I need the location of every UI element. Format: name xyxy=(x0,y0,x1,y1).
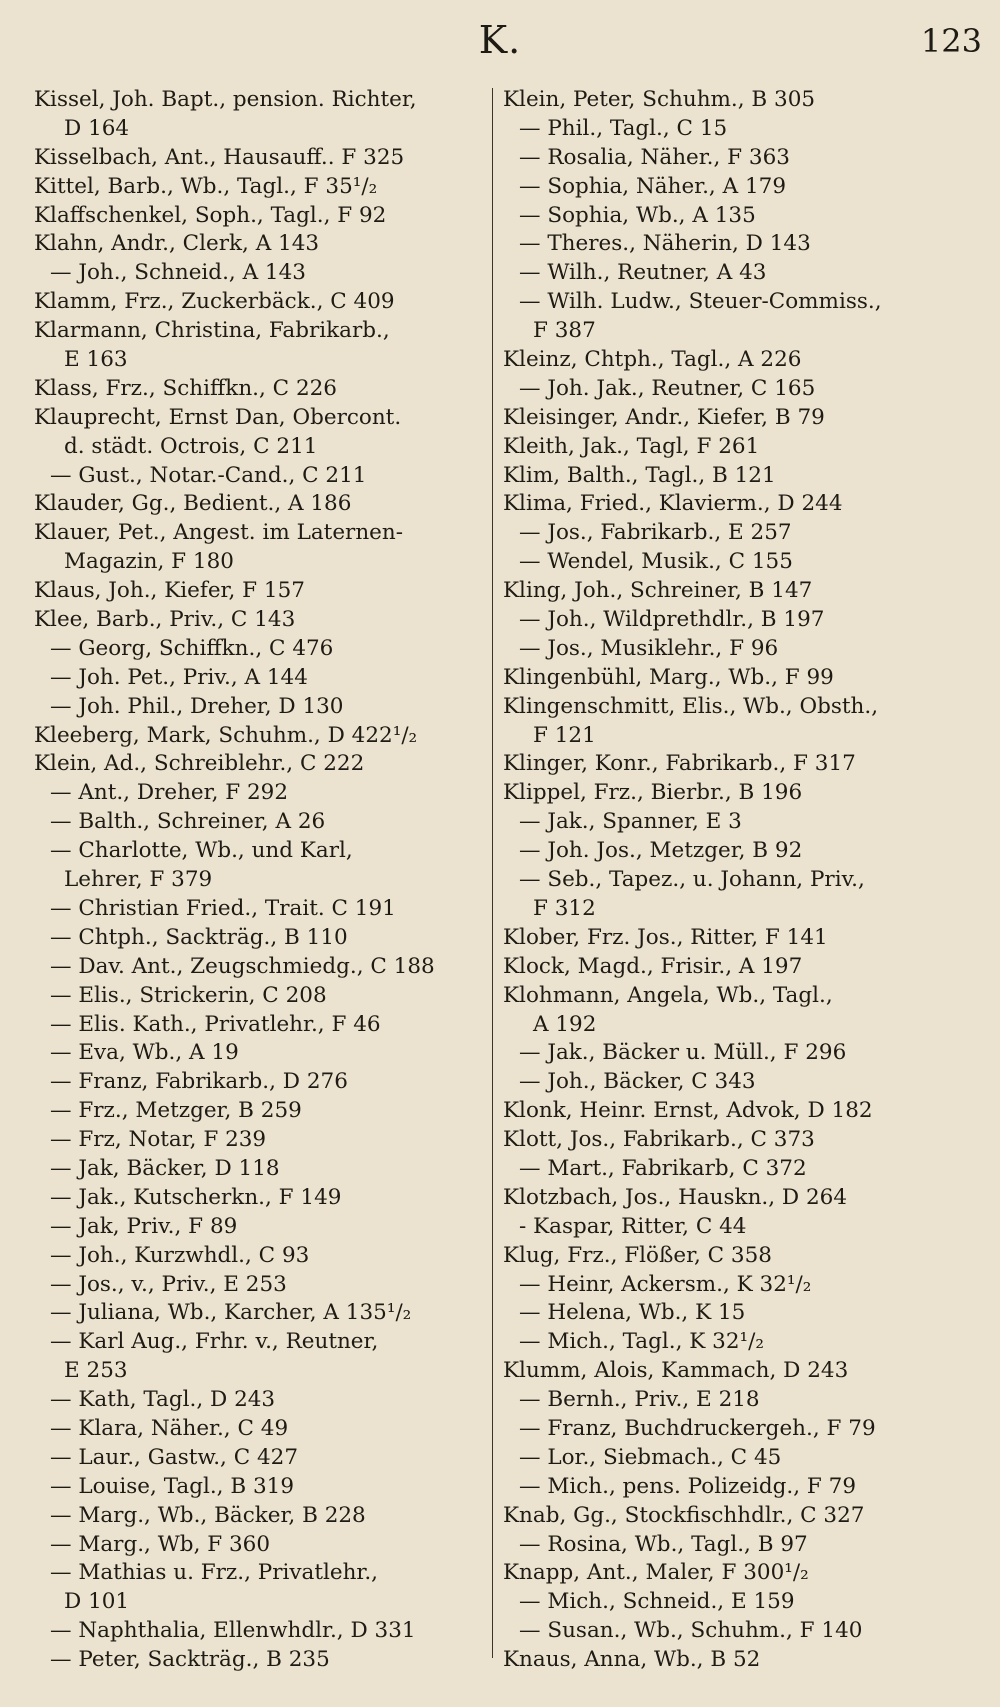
directory-entry: Klee, Barb., Priv., C 143 xyxy=(34,607,296,633)
left-column xyxy=(34,86,489,1675)
directory-entry: — Jos., Musiklehr., F 96 xyxy=(519,635,779,661)
directory-entry: — Elis. Kath., Privatlehr., F 46 xyxy=(50,1011,381,1037)
directory-entry-continuation: F 387 xyxy=(533,318,596,344)
directory-entry: — Sophia, Näher., A 179 xyxy=(519,173,786,199)
directory-entry: — Mich., pens. Polizeidg., F 79 xyxy=(519,1473,857,1499)
directory-entry: Klass, Frz., Schiffkn., C 226 xyxy=(34,375,337,401)
directory-entry: Kleith, Jak., Tagl, F 261 xyxy=(503,433,760,459)
directory-entry: — Mich., Tagl., K 32¹/₂ xyxy=(519,1329,764,1355)
directory-entry: — Frz, Notar, F 239 xyxy=(50,1127,267,1153)
directory-entry: — Jak, Bäcker, D 118 xyxy=(50,1155,280,1181)
directory-entry: — Ant., Dreher, F 292 xyxy=(50,780,289,806)
directory-entry: — Bernh., Priv., E 218 xyxy=(519,1387,760,1413)
directory-entry: — Franz, Buchdruckergeh., F 79 xyxy=(519,1415,876,1441)
directory-entry: Kleisinger, Andr., Kiefer, B 79 xyxy=(503,404,825,430)
directory-entry: — Laur., Gastw., C 427 xyxy=(50,1444,299,1470)
directory-entry: — Georg, Schiffkn., C 476 xyxy=(50,635,334,661)
directory-entry: Klaffschenkel, Soph., Tagl., F 92 xyxy=(34,202,387,228)
directory-entry: — Balth., Schreiner, A 26 xyxy=(50,809,326,835)
section-letter: K. xyxy=(478,18,522,62)
directory-entry: — Jos., v., Priv., E 253 xyxy=(50,1271,287,1297)
directory-entry: - Kaspar, Ritter, C 44 xyxy=(519,1213,747,1239)
directory-entry: Klippel, Frz., Bierbr., B 196 xyxy=(503,780,803,806)
directory-entry: — Eva, Wb., A 19 xyxy=(50,1040,239,1066)
directory-entry: — Jak., Kutscherkn., F 149 xyxy=(50,1184,342,1210)
directory-entry: — Heinr, Ackersm., K 32¹/₂ xyxy=(519,1271,812,1297)
directory-entry-continuation: D 101 xyxy=(64,1589,130,1615)
directory-entry: Kling, Joh., Schreiner, B 147 xyxy=(503,578,813,604)
directory-entry: Klingenschmitt, Elis., Wb., Obsth., xyxy=(503,693,879,719)
directory-entry: — Joh. Jos., Metzger, B 92 xyxy=(519,838,803,864)
directory-entry-continuation: Magazin, F 180 xyxy=(64,549,234,575)
directory-entry: Kissel, Joh. Bapt., pension. Richter, xyxy=(34,87,417,112)
directory-entry: — Marg., Wb., Bäcker, B 228 xyxy=(50,1502,366,1528)
page-number: 123 xyxy=(920,22,982,60)
directory-entry: — Franz, Fabrikarb., D 276 xyxy=(50,1069,348,1095)
directory-entry: — Wilh., Reutner, A 43 xyxy=(519,260,767,286)
directory-entry: Klauer, Pet., Angest. im Laternen- xyxy=(34,520,403,546)
directory-entry: — Joh. Jak., Reutner, C 165 xyxy=(519,375,816,401)
directory-entry: Klingenbühl, Marg., Wb., F 99 xyxy=(503,664,834,690)
directory-entry: — Wendel, Musik., C 155 xyxy=(519,549,793,575)
directory-entry: Klotzbach, Jos., Hauskn., D 264 xyxy=(503,1184,848,1210)
directory-entry-continuation: F 312 xyxy=(533,895,596,921)
directory-entry: Klock, Magd., Frisir., A 197 xyxy=(503,953,803,979)
directory-entry: — Jos., Fabrikarb., E 257 xyxy=(519,520,792,546)
directory-entry: Klaus, Joh., Kiefer, F 157 xyxy=(34,578,305,604)
directory-entry: — Lor., Siebmach., C 45 xyxy=(519,1444,782,1470)
directory-entry: Klug, Frz., Flößer, C 358 xyxy=(503,1242,772,1268)
directory-entry: Knaus, Anna, Wb., B 52 xyxy=(503,1647,761,1673)
directory-entry: — Rosina, Wb., Tagl., B 97 xyxy=(519,1531,808,1557)
directory-entry: — Charlotte, Wb., und Karl, xyxy=(50,838,353,864)
directory-entry: Knapp, Ant., Maler, F 300¹/₂ xyxy=(503,1560,809,1586)
directory-entry: — Jak., Spanner, E 3 xyxy=(519,809,742,835)
directory-entry: — Mart., Fabrikarb, C 372 xyxy=(519,1155,807,1181)
directory-entry-continuation: D 164 xyxy=(64,115,130,141)
directory-entry: Klein, Peter, Schuhm., B 305 xyxy=(503,87,816,112)
directory-entry: Klauprecht, Ernst Dan, Obercont. xyxy=(34,404,402,430)
directory-entry: — Joh., Kurzwhdl., C 93 xyxy=(50,1242,310,1268)
directory-entry: Klonk, Heinr. Ernst, Advok, D 182 xyxy=(503,1098,873,1124)
directory-entry: — Rosalia, Näher., F 363 xyxy=(519,144,790,170)
directory-entry: — Phil., Tagl., C 15 xyxy=(519,115,728,141)
directory-entry: — Juliana, Wb., Karcher, A 135¹/₂ xyxy=(50,1300,412,1326)
directory-entry-continuation: E 163 xyxy=(64,347,128,373)
directory-entry: Klima, Fried., Klavierm., D 244 xyxy=(503,491,843,517)
directory-entry: — Dav. Ant., Zeugschmiedg., C 188 xyxy=(50,953,435,979)
directory-entry: — Elis., Strickerin, C 208 xyxy=(50,982,327,1008)
directory-entry: — Marg., Wb, F 360 xyxy=(50,1531,271,1557)
directory-entry: — Naphthalia, Ellenwhdlr., D 331 xyxy=(50,1618,416,1644)
directory-entry: — Klara, Näher., C 49 xyxy=(50,1415,289,1441)
directory-entry: — Frz., Metzger, B 259 xyxy=(50,1098,302,1124)
directory-entry: Knab, Gg., Stockfischhdlr., C 327 xyxy=(503,1502,865,1528)
directory-entry: Klarmann, Christina, Fabrikarb., xyxy=(34,318,390,344)
directory-entry: — Mathias u. Frz., Privatlehr., xyxy=(50,1560,379,1586)
directory-entry: — Kath, Tagl., D 243 xyxy=(50,1387,276,1413)
directory-entry: Kleinz, Chtph., Tagl., A 226 xyxy=(503,347,802,373)
directory-entry: Klumm, Alois, Kammach, D 243 xyxy=(503,1358,849,1384)
directory-entry: Klim, Balth., Tagl., B 121 xyxy=(503,462,776,488)
directory-entry: — Wilh. Ludw., Steuer-Commiss., xyxy=(519,289,882,315)
directory-entry: Kleeberg, Mark, Schuhm., D 422¹/₂ xyxy=(34,722,418,748)
directory-entry-continuation: A 192 xyxy=(533,1011,597,1037)
directory-entry: — Gust., Notar.-Cand., C 211 xyxy=(50,462,367,488)
directory-entry-continuation: F 121 xyxy=(533,722,596,748)
directory-entry: — Susan., Wb., Schuhm., F 140 xyxy=(519,1618,863,1644)
directory-entry: — Joh., Wildprethdlr., B 197 xyxy=(519,607,825,633)
directory-entry: — Theres., Näherin, D 143 xyxy=(519,231,811,257)
directory-entry: — Peter, Sackträg., B 235 xyxy=(50,1647,330,1673)
directory-entry: — Joh., Bäcker, C 343 xyxy=(519,1069,756,1095)
directory-entry: — Karl Aug., Frhr. v., Reutner, xyxy=(50,1329,379,1355)
directory-entry: Klober, Frz. Jos., Ritter, F 141 xyxy=(503,924,828,950)
directory-entry: — Joh. Pet., Priv., A 144 xyxy=(50,664,308,690)
directory-entry: Klohmann, Angela, Wb., Tagl., xyxy=(503,982,833,1008)
directory-entry: — Joh., Schneid., A 143 xyxy=(50,260,306,286)
directory-entry: — Jak, Priv., F 89 xyxy=(50,1213,238,1239)
right-column xyxy=(503,86,983,1675)
directory-entry-continuation: d. städt. Octrois, C 211 xyxy=(64,433,318,459)
directory-entry: Klauder, Gg., Bedient., A 186 xyxy=(34,491,352,517)
directory-entry: Kittel, Barb., Wb., Tagl., F 35¹/₂ xyxy=(34,173,378,199)
directory-entry: Klein, Ad., Schreiblehr., C 222 xyxy=(34,751,365,777)
directory-entry-continuation: Lehrer, F 379 xyxy=(64,867,213,893)
directory-entry: Klott, Jos., Fabrikarb., C 373 xyxy=(503,1127,815,1153)
directory-entry: — Mich., Schneid., E 159 xyxy=(519,1589,795,1615)
directory-entry: — Christian Fried., Trait. C 191 xyxy=(50,895,396,921)
directory-entry: Kisselbach, Ant., Hausauff.. F 325 xyxy=(34,144,405,170)
directory-entry: — Joh. Phil., Dreher, D 130 xyxy=(50,693,344,719)
directory-entry: — Helena, Wb., K 15 xyxy=(519,1300,746,1326)
column-divider xyxy=(492,88,493,1658)
directory-entry: — Louise, Tagl., B 319 xyxy=(50,1473,295,1499)
directory-entry: Klahn, Andr., Clerk, A 143 xyxy=(34,231,320,257)
directory-entry: — Chtph., Sackträg., B 110 xyxy=(50,924,348,950)
directory-entry-continuation: E 253 xyxy=(64,1358,128,1384)
directory-entry: Klinger, Konr., Fabrikarb., F 317 xyxy=(503,751,856,777)
directory-entry: Klamm, Frz., Zuckerbäck., C 409 xyxy=(34,289,395,315)
directory-entry: — Sophia, Wb., A 135 xyxy=(519,202,756,228)
directory-entry: — Jak., Bäcker u. Müll., F 296 xyxy=(519,1040,847,1066)
directory-entry: — Seb., Tapez., u. Johann, Priv., xyxy=(519,867,865,893)
